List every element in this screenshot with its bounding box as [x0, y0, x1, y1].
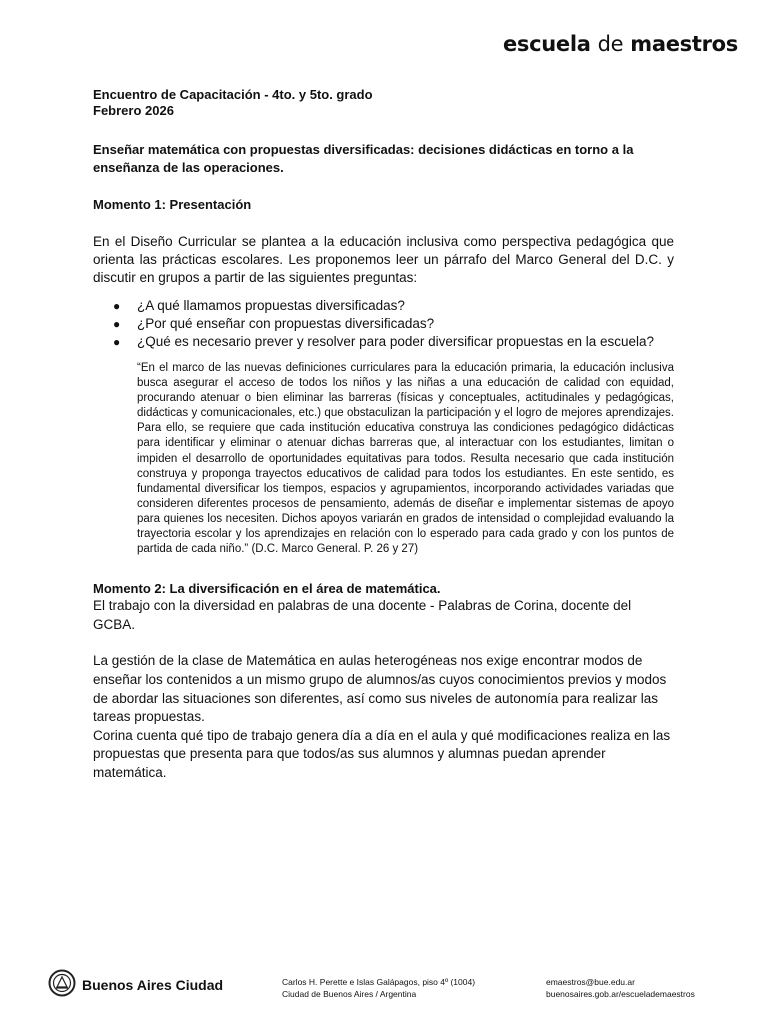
bullet-icon: ● [113, 335, 121, 349]
list-item [113, 333, 674, 351]
logo-maestros: maestros [623, 32, 738, 56]
question-text: ¿A qué llamamos propuestas diversificadas? [137, 298, 405, 313]
footer-address [282, 976, 475, 1000]
curriculum-quote: “En el marco de las nuevas definiciones curriculares para la educación primaria, la educación inclusiva busca asegurar el acceso de todos los niños y las niñas a una educación de calidad con equidad, procurando atenuar o bien eliminar las barreras (físicas y conceptuales, actitudinales y pedagógicas, didácticas y comunicacionales, etc.) que obstaculizan la participación y el logro de mejores aprendizajes. Para ello, se requiere que cada institución educativa construya las condiciones pedagógico didácticas para identificar y eliminar o atenuar dichas barreras que, al interactuar con los estudiantes, limitan o impiden el desarrollo de oportunidades equitativas para todos. Resulta necesario que cada institución construya y proponga trayectos educativos de calidad para todos los estudiantes. En este sentido, es fundamental diversificar los tiempos, espacios y agrupamientos, incorporando actividades variadas que consideren diferentes procesos de pensamiento, además de diseñar e implementar sistemas de apoyo para quienes los necesiten. Dichos apoyos variarán en grados de intensidad o complejidad evaluando la trayectoria escolar y los aprendizajes en relación con lo esperado para cada grado y con los puntos de partida de cada niño.” (D.C. Marco General. P. 26 y 27) [137, 362, 674, 556]
intro-paragraph: En el Diseño Curricular se plantea a la educación inclusiva como perspectiva pedagógica que orienta las prácticas escolares. Les proponemos leer un párrafo del Marco General del D.C. y discutir en grupos a partir de las siguientes preguntas: [93, 234, 674, 285]
list-item [113, 297, 674, 315]
momento-2-paragraph-2: La gestión de la clase de Matemática en aulas heterogéneas nos exige encontrar modos de enseñar los contenidos a un mismo grupo de alumnos/as cuyos conocimientos previos y modos de abordar las situaciones son diferentes, así como sus niveles de autonomía para realizar las tareas propuestas. [93, 653, 667, 725]
footer-contact [546, 976, 695, 1000]
logo-de: de [597, 32, 624, 56]
escuela-de-maestros-logo [503, 32, 738, 56]
address-line-2: Ciudad de Buenos Aires / Argentina [282, 989, 417, 999]
document-title: Enseñar matemática con propuestas diversificadas: decisiones didácticas en torno a la enseñanza de las operaciones. [93, 142, 634, 175]
meeting-title: Encuentro de Capacitación - 4to. y 5to. grado [93, 87, 373, 102]
question-text: ¿Por qué enseñar con propuestas diversificadas? [137, 316, 435, 331]
questions-list [93, 297, 674, 351]
contact-website[interactable]: buenosaires.gob.ar/escuelademaestros [546, 989, 695, 999]
logo-escuela: escuela [502, 32, 598, 56]
document-body [93, 87, 674, 783]
contact-email[interactable]: emaestros@bue.edu.ar [546, 977, 635, 987]
meeting-date: Febrero 2026 [93, 103, 174, 118]
city-seal-icon [48, 969, 76, 997]
momento-2-paragraph-3: Corina cuenta qué tipo de trabajo genera día a día en el aula y qué modificaciones realiza en las propuestas que presenta para que todos/as sus alumnos y alumnas puedan aprender matemática. [93, 727, 671, 780]
bullet-icon: ● [113, 317, 121, 331]
buenos-aires-ciudad-label: Buenos Aires Ciudad [82, 977, 224, 993]
momento-1-heading: Momento 1: Presentación [93, 197, 252, 212]
question-text: ¿Qué es necesario prever y resolver para poder diversificar propuestas en la escuela? [137, 334, 655, 349]
page-footer [48, 968, 748, 1008]
momento-2-heading: Momento 2: La diversificación en el área de matemática. [93, 581, 441, 597]
list-item [113, 315, 674, 333]
address-line-1: Carlos H. Perette e Islas Galápagos, piso 4º (1004) [282, 977, 476, 987]
bullet-icon: ● [113, 299, 121, 313]
momento-2-paragraph-1: El trabajo con la diversidad en palabras de una docente - Palabras de Corina, docente del GCBA. [93, 598, 632, 632]
